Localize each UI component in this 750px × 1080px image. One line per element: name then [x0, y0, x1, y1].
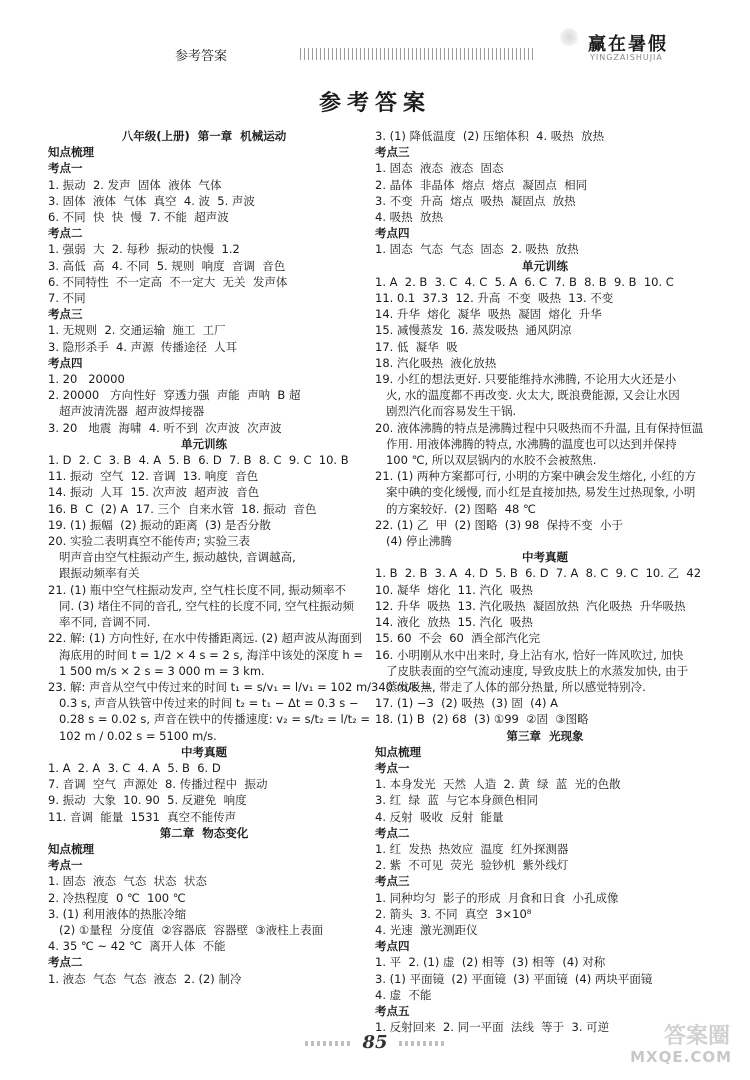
answer-line: 3. 高低 高 4. 不同 5. 规则 响度 音调 音色 [48, 258, 286, 273]
answer-line: 4. 35 ℃ ~ 42 ℃ 离开人体 不能 [48, 939, 226, 954]
watermark-logo: 答案圈 [663, 1024, 730, 1049]
answer-line: (4) 停止沸腾 [375, 534, 452, 549]
answer-line: 20. 实验二表明真空不能传声; 实验三表 [48, 534, 250, 549]
answer-line: 的方案较好. (2) 图略 48 ℃ [375, 501, 536, 516]
answer-line: 1. 红 发热 热效应 温度 红外探测器 [375, 841, 569, 856]
subsection-heading: 考点二 [48, 955, 83, 970]
answer-line: 17. 低 凝华 吸 [375, 339, 458, 354]
section-heading: 中考真题 [522, 550, 568, 565]
header-brand-sub: YINGZAISHUJIA [590, 53, 663, 62]
answer-line: 16. B C (2) A 17. 三个 自来水管 18. 振动 音色 [48, 501, 317, 516]
answer-line: 16. 小明刚从水中出来时, 身上沾有水, 恰好一阵风吹过, 加快 [375, 647, 684, 662]
answer-line: 7. 音调 空气 声源处 8. 传播过程中 振动 [48, 777, 268, 792]
answer-line: 2. 紫 不可见 荧光 验钞机 紫外线灯 [375, 858, 569, 873]
answer-line: 23. 解: 声音从空气中传过来的时间 t₁ = s/v₁ = l/v₁ = 102 m/340 m/s = [48, 679, 432, 694]
answer-line: 3. 红 绿 蓝 与它本身颜色相同 [375, 793, 539, 808]
answer-line: 19. (1) 振幅 (2) 振动的距离 (3) 是否分散 [48, 517, 271, 532]
answer-line: 明声音由空气柱振动产生, 振动越快, 音调越高, [48, 550, 296, 565]
answer-line: 4. 吸热 放热 [375, 210, 443, 225]
answer-line: 102 m / 0.02 s = 5100 m/s. [48, 728, 217, 743]
answer-line: 15. 60 不会 60 酒全部汽化完 [375, 631, 541, 646]
answer-line: 2. 20000 方向性好 穿透力强 声能 声呐 B 超 [48, 388, 301, 403]
header-label: 参考答案 [175, 49, 228, 64]
subsection-heading: 考点三 [375, 145, 410, 160]
answer-line: 21. (1) 两种方案都可行, 小明的方案中碘会发生熔化, 小红的方 [375, 469, 697, 484]
answer-line: 蒸发吸热, 带走了人体的部分热量, 所以感觉特别冷. [375, 679, 646, 694]
footer-dots-left [305, 1041, 351, 1046]
answer-line: 1. 强弱 大 2. 每秒 振动的快慢 1.2 [48, 242, 240, 257]
subsection-heading: 考点二 [375, 825, 410, 840]
answer-line: 4. 光速 激光测距仪 [375, 922, 478, 937]
watermark-text: MXQE.COM [630, 1048, 732, 1066]
answer-line: 11. 音调 能量 1531 真空不能传声 [48, 809, 237, 824]
answer-line: 12. 升华 吸热 13. 汽化吸热 凝固放热 汽化吸热 升华吸热 [375, 598, 686, 613]
answer-line: 9. 振动 大象 10. 90 5. 反避免 响度 [48, 793, 247, 808]
answer-line: 3. 固体 液体 气体 真空 4. 波 5. 声波 [48, 193, 255, 208]
header-stripe-decoration [300, 48, 535, 60]
subsection-heading: 考点三 [48, 307, 83, 322]
subsection-heading: 考点一 [48, 858, 83, 873]
answer-line: 18. (1) B (2) 68 (3) ①99 ②固 ③图略 [375, 712, 589, 727]
answer-line: 了皮肤表面的空气流动速度, 导致皮肤上的水蒸发加快, 由于 [375, 663, 689, 678]
answer-line: 1. 平 2. (1) 虚 (2) 相等 (3) 相等 (4) 对称 [375, 955, 606, 970]
answer-line: 1. 反射回来 2. 同一平面 法线 等于 3. 可逆 [375, 1020, 610, 1035]
answer-line: 18. 汽化吸热 液化放热 [375, 355, 497, 370]
answer-line: 案中碘的变化缓慢, 而小红是直接加热, 易发生过热现象, 小明 [375, 485, 696, 500]
subsection-heading: 考点二 [48, 226, 83, 241]
section-heading: 单元训练 [181, 436, 227, 451]
subsection-heading: 考点五 [375, 1003, 410, 1018]
answer-line: (2) ①量程 分度值 ②容器底 容器壁 ③液柱上表面 [48, 922, 324, 937]
subsection-heading: 考点四 [48, 355, 83, 370]
answer-line: 22. (1) 乙 甲 (2) 图略 (3) 98 保持不变 小于 [375, 517, 623, 532]
header-brand: 赢在暑假 [588, 34, 668, 55]
answer-line: 跟振动频率有关 [48, 566, 140, 581]
subsection-heading: 知点梳理 [48, 145, 94, 160]
answer-line: 2. 箭头 3. 不同 真空 3×10⁸ [375, 906, 532, 921]
answer-line: 17. (1) −3 (2) 吸热 (3) 固 (4) A [375, 696, 558, 711]
answer-line: 1. 无规则 2. 交通运输 施工 工厂 [48, 323, 226, 338]
section-heading: 中考真题 [181, 744, 227, 759]
subsection-heading: 知点梳理 [375, 744, 421, 759]
answer-line: 100 ℃, 所以双层锅内的水胶不会被熬焦. [375, 453, 597, 468]
answer-line: 1. D 2. C 3. B 4. A 5. B 6. D 7. B 8. C 9. C 10. B [48, 453, 349, 468]
subsection-heading: 考点一 [48, 161, 83, 176]
answer-line: 1. 20 20000 [48, 372, 125, 387]
answer-line: 火, 水的温度都不再改变. 火太大, 既浪费能源, 又会让水因 [375, 388, 680, 403]
answer-line: 1. A 2. B 3. C 4. C 5. A 6. C 7. B 8. B 9. B 10. C [375, 274, 674, 289]
answer-line: 0.28 s = 0.02 s, 声音在铁中的传播速度: v₂ = s/t₂ = l/t₂ = [48, 712, 371, 727]
answer-line: 1 500 m/s × 2 s = 3 000 m = 3 km. [48, 663, 265, 678]
answer-line: 3. 20 地震 海啸 4. 听不到 次声波 次声波 [48, 420, 282, 435]
answer-line: 6. 不同特性 不一定高 不一定大 无关 发声体 [48, 274, 288, 289]
answer-line: 1. 固态 液态 气态 状态 状态 [48, 874, 207, 889]
answer-line: 3. (1) 降低温度 (2) 压缩体积 4. 吸热 放热 [375, 129, 605, 143]
answer-line: 10. 凝华 熔化 11. 汽化 吸热 [375, 582, 533, 597]
answer-line: 7. 不同 [48, 291, 86, 306]
answer-line: 15. 减慢蒸发 16. 蒸发吸热 通风阴凉 [375, 323, 572, 338]
answer-line: 1. 固态 液态 液态 固态 [375, 161, 504, 176]
answer-line: 2. 冷热程度 0 ℃ 100 ℃ [48, 890, 186, 905]
answer-line: 1. 液态 气态 气态 液态 2. (2) 制冷 [48, 971, 242, 986]
answer-line: 11. 振动 空气 12. 音调 13. 响度 音色 [48, 469, 259, 484]
header-dot-decoration [560, 28, 578, 46]
answer-line: 剧烈汽化而容易发生干锅. [375, 404, 517, 419]
subsection-heading: 考点四 [375, 939, 410, 954]
page-title: 参考答案 [318, 90, 431, 116]
subsection-heading: 考点一 [375, 760, 410, 775]
answer-line: 3. (1) 平面镜 (2) 平面镜 (3) 平面镜 (4) 两块平面镜 [375, 971, 653, 986]
footer-dots-right [399, 1041, 445, 1046]
subsection-heading: 考点三 [375, 874, 410, 889]
answer-line: 3. 不变 升高 熔点 吸热 凝固点 放热 [375, 193, 576, 208]
answer-line: 14. 升华 熔化 凝华 吸热 凝固 熔化 升华 [375, 307, 602, 322]
answer-line: 21. (1) 瓶中空气柱振动发声, 空气柱长度不同, 振动频率不 [48, 582, 347, 597]
answer-line: 超声波清洗器 超声波焊接器 [48, 404, 205, 419]
answer-line: 6. 不同 快 快 慢 7. 不能 超声波 [48, 210, 229, 225]
answer-line: 19. 小红的想法更好. 只要能维持水沸腾, 不论用大火还是小 [375, 372, 677, 387]
answer-line: 22. 解: (1) 方向性好, 在水中传播距离远. (2) 超声波从海面到 [48, 631, 362, 646]
answer-line: 海底用的时间 t = 1/2 × 4 s = 2 s, 海洋中该处的深度 h = [48, 647, 363, 662]
answer-line: 11. 0.1 37.3 12. 升高 不变 吸热 13. 不变 [375, 291, 614, 306]
answer-line: 3. (1) 利用液体的热胀冷缩 [48, 906, 187, 921]
answer-line: 3. 隐形杀手 4. 声源 传播途径 人耳 [48, 339, 238, 354]
answer-line: 1. A 2. A 3. C 4. A 5. B 6. D [48, 760, 221, 775]
page-header [0, 0, 750, 80]
right-column [375, 128, 715, 1035]
answer-line: 作用. 用液体沸腾的特点, 水沸腾的温度也可以达到并保持 [375, 436, 677, 451]
answer-line: 2. 晶体 非晶体 熔点 熔点 凝固点 相同 [375, 177, 588, 192]
answer-line: 14. 振动 人耳 15. 次声波 超声波 音色 [48, 485, 260, 500]
section-heading: 八年级(上册) 第一章 机械运动 [121, 129, 287, 143]
section-heading: 单元训练 [522, 258, 568, 273]
answer-line: 20. 液体沸腾的特点是沸腾过程中只吸热而不升温, 且有保持恒温 [375, 420, 704, 435]
section-heading: 第二章 物态变化 [159, 825, 249, 840]
page-number: 85 [362, 1032, 388, 1053]
answer-line: 1. 振动 2. 发声 固体 液体 气体 [48, 177, 222, 192]
answer-line: 4. 虚 不能 [375, 987, 432, 1002]
subsection-heading: 考点四 [375, 226, 410, 241]
answer-line: 率不同, 音调不同. [48, 615, 151, 630]
section-heading: 第三章 光现象 [506, 728, 584, 743]
answer-line: 同. (3) 堵住不同的音孔, 空气柱的长度不同, 空气柱振动频 [48, 598, 354, 613]
answer-line: 0.3 s, 声音从铁管中传过来的时间 t₂ = t₁ − Δt = 0.3 s − [48, 696, 359, 711]
answer-line: 4. 反射 吸收 反射 能量 [375, 809, 504, 824]
answer-line: 1. 同种均匀 影子的形成 月食和日食 小孔成像 [375, 890, 619, 905]
answer-line: 14. 液化 放热 15. 汽化 吸热 [375, 615, 533, 630]
subsection-heading: 知点梳理 [48, 841, 94, 856]
answer-line: 1. B 2. B 3. A 4. D 5. B 6. D 7. A 8. C 9. C 10. 乙 42 [375, 566, 702, 581]
answer-line: 1. 本身发光 天然 人造 2. 黄 绿 蓝 光的色散 [375, 777, 621, 792]
answer-line: 1. 固态 气态 气态 固态 2. 吸热 放热 [375, 242, 579, 257]
